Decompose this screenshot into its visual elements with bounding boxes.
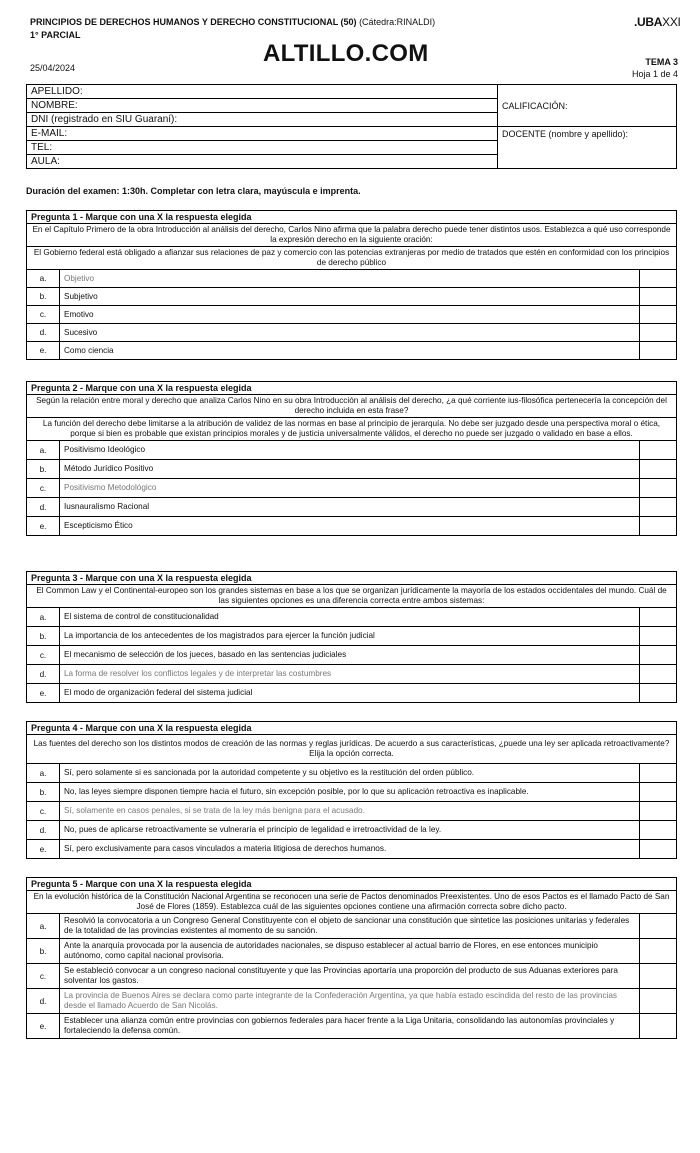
option-text: Establecer una alianza común entre provincias con gobiernos federales para hacer frente a la Liga Unitaria, consolidando las autonomías provinciales y fortaleciendo la defensa común.	[64, 1016, 615, 1035]
question-prompt: En la evolución histórica de la Constitución Nacional Argentina se reconocen una serie de Pactos denominados Preexistentes. Uno de esos Pactos es el llamado Pacto de San José de Flores (1859). Establezca cuál de las siguientes opciones contiene una afirmación correcta sobre dicho pacto.	[27, 891, 676, 914]
option-letter: b.	[27, 783, 60, 801]
question-prompt: En el Capítulo Primero de la obra Introducción al análisis del derecho, Carlos Nino afirma que la palabra derecho puede tener distintos usos. Establezca a qué uso corresponde la expresión derecho en la siguiente oración:	[27, 224, 676, 247]
option-letter: e.	[27, 684, 60, 702]
option-letter: b.	[27, 460, 60, 478]
exam-type: 1° PARCIAL	[30, 30, 81, 40]
option-row	[27, 665, 676, 684]
exam-header	[30, 16, 435, 42]
option-letter: d.	[27, 821, 60, 839]
answer-box[interactable]	[639, 324, 676, 341]
option-row	[27, 964, 676, 989]
course-title: PRINCIPIOS DE DERECHOS HUMANOS Y DERECHO CONSTITUCIONAL (50)	[30, 17, 357, 27]
option-letter: c.	[27, 479, 60, 497]
option-row	[27, 764, 676, 783]
option-letter: a.	[27, 914, 60, 938]
answer-box[interactable]	[639, 989, 676, 1013]
catedra: (Cátedra:RINALDI)	[359, 17, 436, 27]
option-text: Escepticismo Ético	[64, 521, 133, 530]
option-text: Método Jurídico Positivo	[64, 464, 154, 473]
field-nombre[interactable]: NOMBRE:	[27, 99, 498, 113]
option-letter: d.	[27, 665, 60, 683]
option-text: La importancia de los antecedentes de los magistrados para ejercer la función judicial	[64, 631, 375, 640]
option-letter: a.	[27, 608, 60, 626]
option-row	[27, 441, 676, 460]
option-text: Se estableció convocar a un congreso nacional constituyente y que las Provincias aportaría una proporción del producto de sus Aduanas exteriores para solventar los gastos.	[64, 966, 618, 985]
option-row	[27, 460, 676, 479]
option-row	[27, 479, 676, 498]
question-title: Pregunta 4 - Marque con una X la respuesta elegida	[27, 722, 676, 735]
question-3	[26, 571, 677, 703]
uba-logo-suffix: XXI	[662, 15, 681, 29]
option-letter: e.	[27, 342, 60, 359]
question-title: Pregunta 5 - Marque con una X la respuesta elegida	[27, 878, 676, 891]
field-dni[interactable]: DNI (registrado en SIU Guaraní):	[27, 113, 498, 127]
option-letter: c.	[27, 802, 60, 820]
question-quote: El Gobierno federal está obligado a afianzar sus relaciones de paz y comercio con las potencias extranjeras por medio de tratados que estén en conformidad con los principios de derecho público	[27, 247, 676, 270]
option-letter: c.	[27, 306, 60, 323]
option-row	[27, 324, 676, 342]
answer-box[interactable]	[639, 479, 676, 497]
option-text: La forma de resolver los conflictos legales y de interpretar las costumbres	[64, 669, 332, 678]
student-info-table	[26, 84, 677, 169]
question-title: Pregunta 1 - Marque con una X la respuesta elegida	[27, 211, 676, 224]
option-text: El mecanismo de selección de los jueces, basado en las sentencias judiciales	[64, 650, 347, 659]
option-row	[27, 342, 676, 359]
question-prompt: Según la relación entre moral y derecho que analiza Carlos Nino en su obra Introducción al análisis del derecho, ¿a qué corriente ius-filosófica pertenecería la concepción del derecho incluida en esta frase?	[27, 395, 676, 418]
question-4	[26, 721, 677, 859]
option-text: Sí, solamente en casos penales, si se trata de la ley más benigna para el acusado.	[64, 806, 365, 815]
option-row	[27, 517, 676, 535]
answer-box[interactable]	[639, 627, 676, 645]
question-title: Pregunta 3 - Marque con una X la respuesta elegida	[27, 572, 676, 585]
option-text: Sí, pero exclusivamente para casos vinculados a materia litigiosa de derechos humanos.	[64, 844, 387, 853]
question-5	[26, 877, 677, 1039]
option-text: Iusnauralismo Racional	[64, 502, 150, 511]
option-row	[27, 627, 676, 646]
answer-box[interactable]	[639, 460, 676, 478]
answer-box[interactable]	[639, 914, 676, 938]
answer-box[interactable]	[639, 342, 676, 359]
option-text: El sistema de control de constitucionalidad	[64, 612, 219, 621]
option-letter: a.	[27, 441, 60, 459]
option-letter: e.	[27, 840, 60, 858]
option-row	[27, 939, 676, 964]
field-email[interactable]: E-MAIL:	[27, 127, 498, 141]
option-row	[27, 498, 676, 517]
answer-box[interactable]	[639, 764, 676, 782]
question-prompt: Las fuentes del derecho son los distintos modos de creación de las normas y reglas jurídicas. De acuerdo a sus características, ¿puede una ley ser aplicada retroactivamente? Elija la opción correcta.	[27, 735, 676, 764]
tema-number: TEMA 3	[645, 57, 678, 67]
option-letter: c.	[27, 964, 60, 988]
option-row	[27, 914, 676, 939]
answer-box[interactable]	[639, 783, 676, 801]
brand-watermark: ALTILLO.COM	[263, 40, 429, 67]
page-counter: Hoja 1 de 4	[631, 69, 678, 79]
option-text: Como ciencia	[64, 345, 114, 355]
answer-box[interactable]	[639, 306, 676, 323]
answer-box[interactable]	[639, 608, 676, 626]
option-row	[27, 288, 676, 306]
option-row	[27, 608, 676, 627]
option-text: Objetivo	[64, 273, 95, 283]
option-letter: b.	[27, 288, 60, 305]
option-row	[27, 646, 676, 665]
option-text: El modo de organización federal del sistema judicial	[64, 688, 253, 697]
question-prompt: El Common Law y el Continental-europeo son los grandes sistemas en base a los que se organizan jurídicamente la mayoría de los estados occidentales del mundo. Cuál de las siguientes opciones es una diferencia correcta entre ambos sistemas:	[27, 585, 676, 608]
field-aula[interactable]: AULA:	[27, 155, 498, 169]
question-1	[26, 210, 677, 360]
answer-box[interactable]	[639, 288, 676, 305]
option-letter: b.	[27, 627, 60, 645]
option-text: Subjetivo	[64, 291, 98, 301]
answer-box[interactable]	[639, 939, 676, 963]
uba-logo	[634, 15, 681, 29]
option-text: Resolvió la convocatoria a un Congreso General Constituyente con el objeto de sancionar una constitución que sintetice las posiciones unitarias y federales de la totalidad de las provincias existentes al momento de su sanción.	[64, 916, 630, 935]
option-text: Sucesivo	[64, 327, 98, 337]
field-calificacion: CALIFICACIÓN:	[498, 85, 677, 127]
answer-box[interactable]	[639, 684, 676, 702]
question-2	[26, 381, 677, 536]
answer-box[interactable]	[639, 1014, 676, 1038]
answer-box[interactable]	[639, 821, 676, 839]
answer-box[interactable]	[639, 964, 676, 988]
answer-box[interactable]	[639, 665, 676, 683]
option-letter: a.	[27, 764, 60, 782]
uba-logo-text: .UBA	[634, 15, 663, 29]
option-letter: e.	[27, 1014, 60, 1038]
option-letter: a.	[27, 270, 60, 287]
option-letter: b.	[27, 939, 60, 963]
option-row	[27, 802, 676, 821]
option-row	[27, 270, 676, 288]
option-text: Ante la anarquía provocada por la ausencia de autoridades nacionales, se dispuso establecer al actual barrio de Flores, en ese entonces municipio autónomo, como capital nacional provisoria.	[64, 941, 598, 960]
exam-date: 25/04/2024	[30, 63, 76, 73]
answer-box[interactable]	[639, 498, 676, 516]
answer-box[interactable]	[639, 802, 676, 820]
answer-box[interactable]	[639, 441, 676, 459]
option-text: Positivismo Metodológico	[64, 483, 157, 492]
option-text: La provincia de Buenos Aires se declara como parte integrante de la Confederación Argentina, ya que había estado escindida del resto de las provincias desde el llamado Acuerdo de San Nicolás.	[64, 991, 618, 1010]
option-text: Sí, pero solamente si es sancionada por la autoridad competente y su objetivo es la restitución del orden público.	[64, 768, 475, 777]
answer-box[interactable]	[639, 270, 676, 287]
option-row	[27, 783, 676, 802]
option-row	[27, 306, 676, 324]
option-row	[27, 989, 676, 1014]
option-letter: c.	[27, 646, 60, 664]
option-row	[27, 821, 676, 840]
answer-box[interactable]	[639, 646, 676, 664]
field-apellido[interactable]: APELLIDO:	[27, 85, 498, 99]
option-letter: d.	[27, 989, 60, 1013]
option-text: Emotivo	[64, 309, 94, 319]
option-letter: d.	[27, 498, 60, 516]
option-row	[27, 1014, 676, 1038]
field-tel[interactable]: TEL:	[27, 141, 498, 155]
option-text: Positivismo Ideológico	[64, 445, 146, 454]
question-quote: La función del derecho debe limitarse a la atribución de validez de las normas en base al principio de jerarquía. No debe ser juzgado desde una perspectiva moral o ética, porque si bien es probable que existan principios morales y de justicia universalmente válidos, el derecho no puede ser juzgado o validado en base a ellos.	[27, 418, 676, 441]
option-letter: e.	[27, 517, 60, 535]
duration-note: Duración del examen: 1:30h. Completar con letra clara, mayúscula e imprenta.	[26, 186, 361, 196]
question-title: Pregunta 2 - Marque con una X la respuesta elegida	[27, 382, 676, 395]
field-docente: DOCENTE (nombre y apellido):	[498, 127, 677, 169]
option-text: No, las leyes siempre disponen tiempre hacia el futuro, sin excepción posible, por lo que su aplicación retroactiva es inaplicable.	[64, 787, 529, 796]
option-row	[27, 840, 676, 858]
answer-box[interactable]	[639, 517, 676, 535]
option-row	[27, 684, 676, 702]
option-letter: d.	[27, 324, 60, 341]
tema-block	[632, 56, 678, 80]
option-text: No, pues de aplicarse retroactivamente se vulneraría el principio de legalidad e irretroactividad de la ley.	[64, 825, 442, 834]
answer-box[interactable]	[639, 840, 676, 858]
